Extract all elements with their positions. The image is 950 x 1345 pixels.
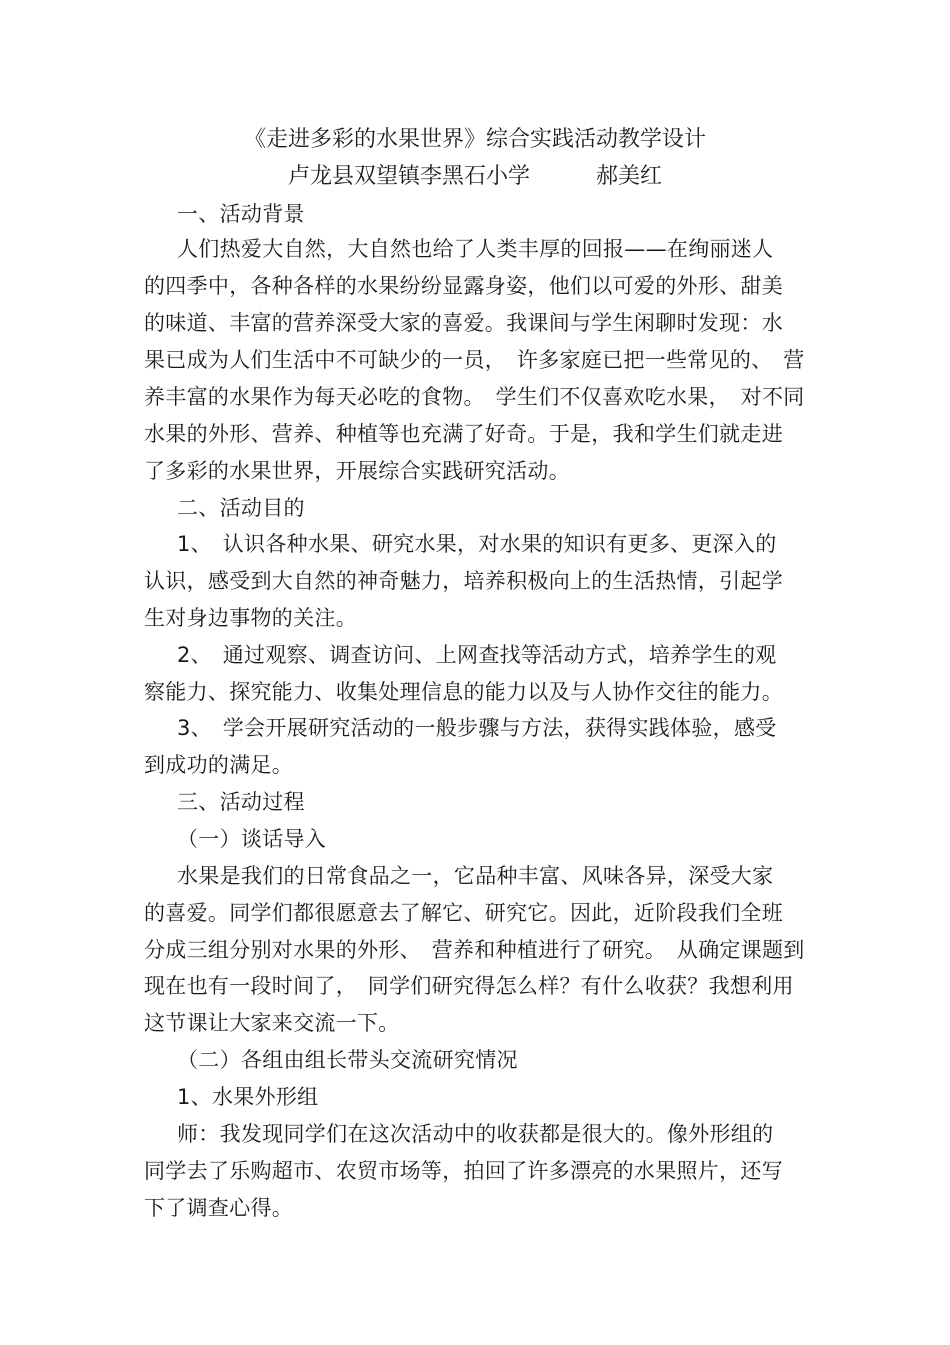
paragraph-line: 师：我发现同学们在这次活动中的收获都是很大的。像外形组的 — [177, 1122, 774, 1146]
section-heading: 三、活动过程 — [177, 790, 305, 814]
paragraph-line: 1、 认识各种水果、研究水果，对水果的知识有更多、更深入的 — [177, 532, 777, 556]
paragraph-line: 的四季中，各种各样的水果纷纷显露身姿，他们以可爱的外形、甜美 — [144, 274, 783, 298]
paragraph-line: 水果是我们的日常食品之一，它品种丰富、风味各异，深受大家 — [177, 864, 774, 888]
paragraph-line: 2、 通过观察、调查访问、上网查找等活动方式，培养学生的观 — [177, 643, 777, 667]
paragraph-line: 到成功的满足。 — [144, 753, 294, 777]
paragraph-line: 下了调查心得。 — [144, 1196, 294, 1220]
paragraph-line: 这节课让大家来交流一下。 — [144, 1011, 400, 1035]
subsection-heading: （一）谈话导入 — [177, 827, 327, 851]
document-byline: 卢龙县双望镇李黑石小学 郝美红 — [287, 164, 662, 189]
document-title: 《走进多彩的水果世界》综合实践活动教学设计 — [243, 127, 706, 152]
paragraph-line: 人们热爱大自然，大自然也给了人类丰厚的回报——在绚丽迷人 — [177, 237, 774, 261]
paragraph-line: 养丰富的水果作为每天必吃的食物。 学生们不仅喜欢吃水果， 对不同 — [144, 385, 805, 409]
paragraph-line: 了多彩的水果世界，开展综合实践研究活动。 — [144, 459, 570, 483]
paragraph-line: 认识，感受到大自然的神奇魅力，培养积极向上的生活热情，引起学 — [144, 569, 783, 593]
paragraph-line: 果已成为人们生活中不可缺少的一员， 许多家庭已把一些常见的、 营 — [144, 348, 805, 372]
subsection-heading: （二）各组由组长带头交流研究情况 — [177, 1048, 518, 1072]
paragraph-line: 同学去了乐购超市、农贸市场等，拍回了许多漂亮的水果照片，还写 — [144, 1159, 783, 1183]
subsection-heading: 1、水果外形组 — [177, 1085, 319, 1109]
paragraph-line: 生对身边事物的关注。 — [144, 606, 357, 630]
section-heading: 二、活动目的 — [177, 496, 305, 520]
paragraph-line: 3、 学会开展研究活动的一般步骤与方法，获得实践体验，感受 — [177, 716, 777, 740]
paragraph-line: 察能力、探究能力、收集处理信息的能力以及与人协作交往的能力。 — [144, 680, 783, 704]
paragraph-line: 的味道、丰富的营养深受大家的喜爱。我课间与学生闲聊时发现：水 — [144, 311, 783, 335]
paragraph-line: 的喜爱。同学们都很愿意去了解它、研究它。因此，近阶段我们全班 — [144, 901, 783, 925]
paragraph-line: 现在也有一段时间了， 同学们研究得怎么样？有什么收获？我想利用 — [144, 974, 794, 998]
section-heading: 一、活动背景 — [177, 202, 305, 226]
paragraph-line: 分成三组分别对水果的外形、 营养和种植进行了研究。 从确定课题到 — [144, 938, 805, 962]
paragraph-line: 水果的外形、营养、种植等也充满了好奇。于是，我和学生们就走进 — [144, 422, 783, 446]
